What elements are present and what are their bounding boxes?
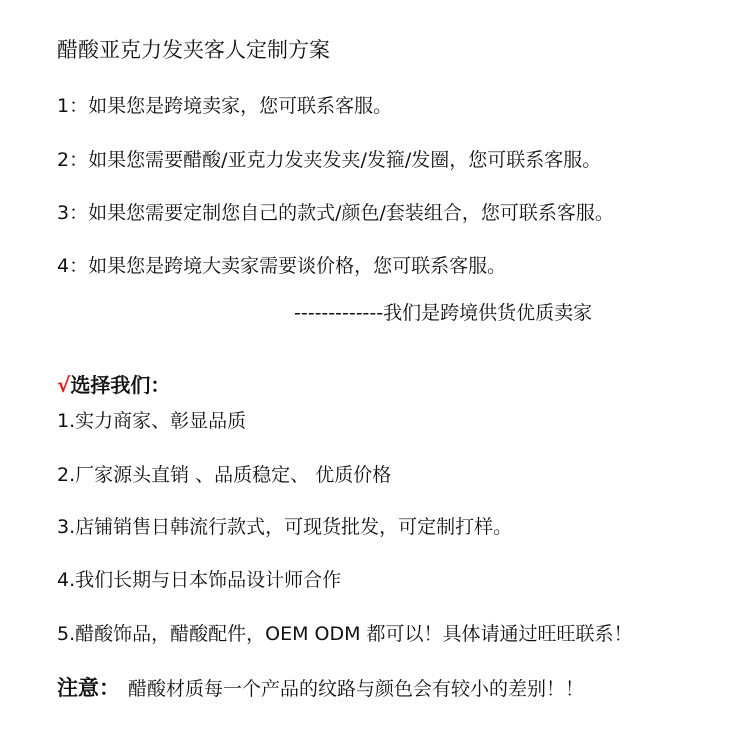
note-label: 注意：	[57, 676, 120, 700]
page-title: 醋酸亚克力发夹客人定制方案	[57, 38, 330, 62]
contact-line-1: 1：如果您是跨境卖家，您可联系客服。	[57, 95, 393, 117]
choose-us-label: 选择我们：	[70, 373, 171, 397]
point-1: 1.实力商家、彰显品质	[57, 410, 247, 432]
contact-line-4: 4：如果您是跨境大卖家需要谈价格，您可联系客服。	[57, 255, 507, 277]
choose-us-heading	[57, 373, 170, 397]
note-line	[57, 676, 584, 701]
note-text: 醋酸材质每一个产品的纹路与颜色会有较小的差别！！	[128, 678, 585, 700]
check-mark-icon: √	[57, 373, 71, 397]
point-5: 5.醋酸饰品，醋酸配件，OEM ODM 都可以！具体请通过旺旺联系！	[57, 623, 633, 645]
point-3: 3.店铺销售日韩流行款式，可现货批发，可定制打样。	[57, 516, 513, 538]
point-2: 2.厂家源头直销 、品质稳定、 优质价格	[57, 464, 392, 486]
point-4: 4.我们长期与日本饰品设计师合作	[57, 569, 342, 591]
contact-line-3: 3：如果您需要定制您自己的款式/颜色/套装组合，您可联系客服。	[57, 202, 614, 224]
contact-line-2: 2：如果您需要醋酸/亚克力发夹发夹/发箍/发圈，您可联系客服。	[57, 149, 602, 171]
seller-signature: -------------我们是跨境供货优质卖家	[294, 302, 593, 324]
